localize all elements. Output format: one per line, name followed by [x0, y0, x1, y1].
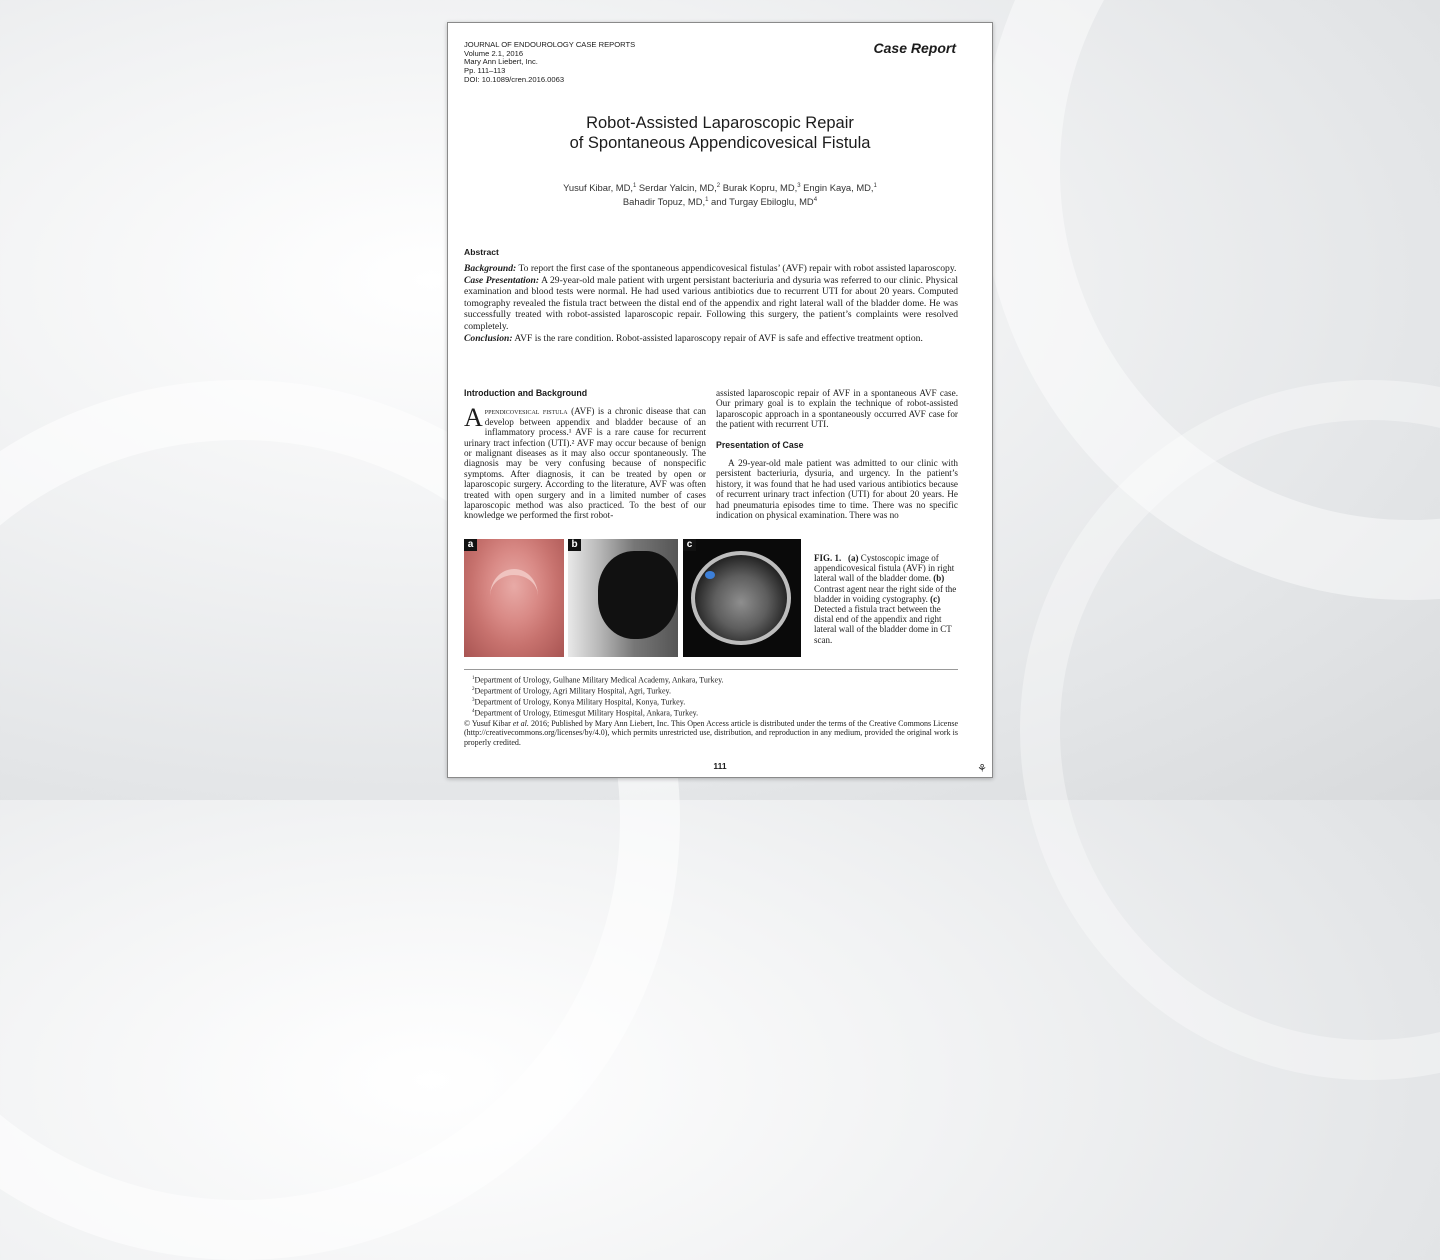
author: Bahadir Topuz, MD,$^1$ [622, 196, 709, 208]
author: and Turgay Ebiloglu, $MD^4$ [711, 196, 818, 208]
author-list [448, 180, 992, 208]
title-line: Robot-Assisted Laparoscopic Repair [586, 114, 854, 132]
panel-label: a [464, 539, 477, 551]
panel-label: b [568, 539, 581, 551]
affiliation: $^1$Department of Urology, Gulhane Military Medical Academy, Ankara, Turkey. [472, 675, 724, 685]
license-notice: © Yusuf Kibar et al. 2016; Published by Mary Ann Liebert, Inc. This Open Access article is distributed under the terms of the Creative Commons License (http://creativecommons.org/licenses/by/4.0), which permits unrestricted use, distribution, and reproduction in any medium, provided the original work is properly credited. [464, 719, 959, 747]
footnote-divider [464, 669, 958, 670]
affiliation: $^4$Department of Urology, Etimesgut Military Hospital, Ankara, Turkey. [472, 708, 699, 718]
author: Burak Kopru, MD,$^3$ [722, 182, 801, 194]
journal-doi: DOI: 10.1089/cren.2016.0063 [464, 74, 565, 84]
author: Serdar Yalcin, MD,$^2$ [638, 182, 721, 194]
abstract-body [464, 263, 958, 344]
page-number: 111 [713, 761, 727, 771]
background-swoosh [1020, 380, 1440, 1080]
affiliation: $^3$Department of Urology, Konya Military Hospital, Konya, Turkey. [472, 697, 686, 707]
affiliations [472, 674, 724, 717]
section-heading: Introduction and Background [464, 388, 588, 398]
journal-volume: Volume 2.1, 2016 [464, 48, 524, 58]
journal-info [464, 41, 635, 85]
left-column [464, 388, 706, 521]
abstract-case: A 29-year-old male patient with urgent persistant bacteriuria and dysuria was referred to our clinic. Physical examination and blood tests were normal. He had used various antibiotics due to recurrent UTI for about 20 years. Computed tomography revealed the fistula tract between the distal end of the appendix and right lateral wall of the bladder dome. He was successfully treated with robot-assisted laparoscopic repair. Following this surgery, the patient’s complaints were resolved completely. [464, 274, 959, 332]
article-type: Case Report [873, 40, 956, 56]
abstract-label: Case Presentation: [464, 274, 540, 286]
figure-panel-b [568, 539, 678, 657]
document-page [447, 22, 993, 778]
abstract-label: Conclusion: [464, 332, 513, 344]
figure-caption: FIG. 1. (a) Cystoscopic image of appendicovesical fistula (AVF) in right lateral wall of the bladder dome. (b) Contrast agent near the right side of the bladder in voiding cystography. (c) Detected a fistula tract between the distal end of the appendix and right lateral wall of the bladder dome in CT scan. [814, 553, 957, 645]
intro-paragraph: Appendicovesical fistula (AVF) is a chronic disease that can develop between appendix and bladder because of an inflammatory process.¹ AVF is a rare cause for recurrent urinary tract infection (UTI).² AVF may occur because of benign or malignant diseases as it may also occur spontaneously. The diagnosis may be very confusing because of nonspecific symptoms. After diagnosis, it can be treated by open or laparoscopic surgery. According to the literature, AVF was often treated with open surgery and in a limited number of cases laparoscopic method was also practiced. To the best of our knowledge we performed the first robot- [464, 403, 706, 521]
author: Yusuf Kibar, MD,$^1$ [563, 182, 637, 194]
publisher-logo-icon: ⚘ [977, 763, 987, 775]
abstract-background: To report the first case of the spontaneous appendicovesical fistulas’ (AVF) repair with robot assisted laparoscopy. [516, 263, 957, 274]
intro-continued: assisted laparoscopic repair of AVF in a spontaneous AVF case. Our primary goal is to explain the technique of robot-assisted laparoscopic approach in a spontaneously occurred AVF case for the patient with recurrent UTI. [716, 388, 958, 430]
abstract-conclusion: AVF is the rare condition. Robot-assisted laparoscopy repair of AVF is safe and effective treatment option. [512, 332, 923, 344]
article-title [448, 113, 992, 153]
right-column [716, 388, 958, 520]
abstract-heading: Abstract [464, 247, 499, 257]
panel-label: c [683, 539, 696, 551]
affiliation: $^2$Department of Urology, Agri Military Hospital, Agri, Turkey. [472, 686, 671, 696]
journal-pages: Pp. 111–113 [464, 66, 506, 76]
section-heading: Presentation of Case [716, 439, 804, 450]
abstract-label: Background: [464, 263, 517, 274]
drop-cap: A [464, 403, 483, 433]
background-swoosh [980, 0, 1440, 600]
case-paragraph: A 29-year-old male patient was admitted to our clinic with persistent bacteriuria, dysuria, and urgency. In the patient’s history, it was found that he had used various antibiotics because of recurrent urinary tract infection (UTI) for about 20 years. He had pneumaturia episodes time to time. There was no specific indication on physical examination. There was no [716, 458, 958, 521]
journal-name: JOURNAL OF ENDOUROLOGY CASE REPORTS [464, 40, 636, 49]
author: Engin Kaya, MD,$^1$ [803, 182, 877, 194]
figure-panel-c [683, 539, 801, 657]
journal-publisher: Mary Ann Liebert, Inc. [464, 57, 538, 67]
title-line: of Spontaneous Appendicovesical Fistula [569, 134, 871, 152]
figure-panel-a [464, 539, 564, 657]
